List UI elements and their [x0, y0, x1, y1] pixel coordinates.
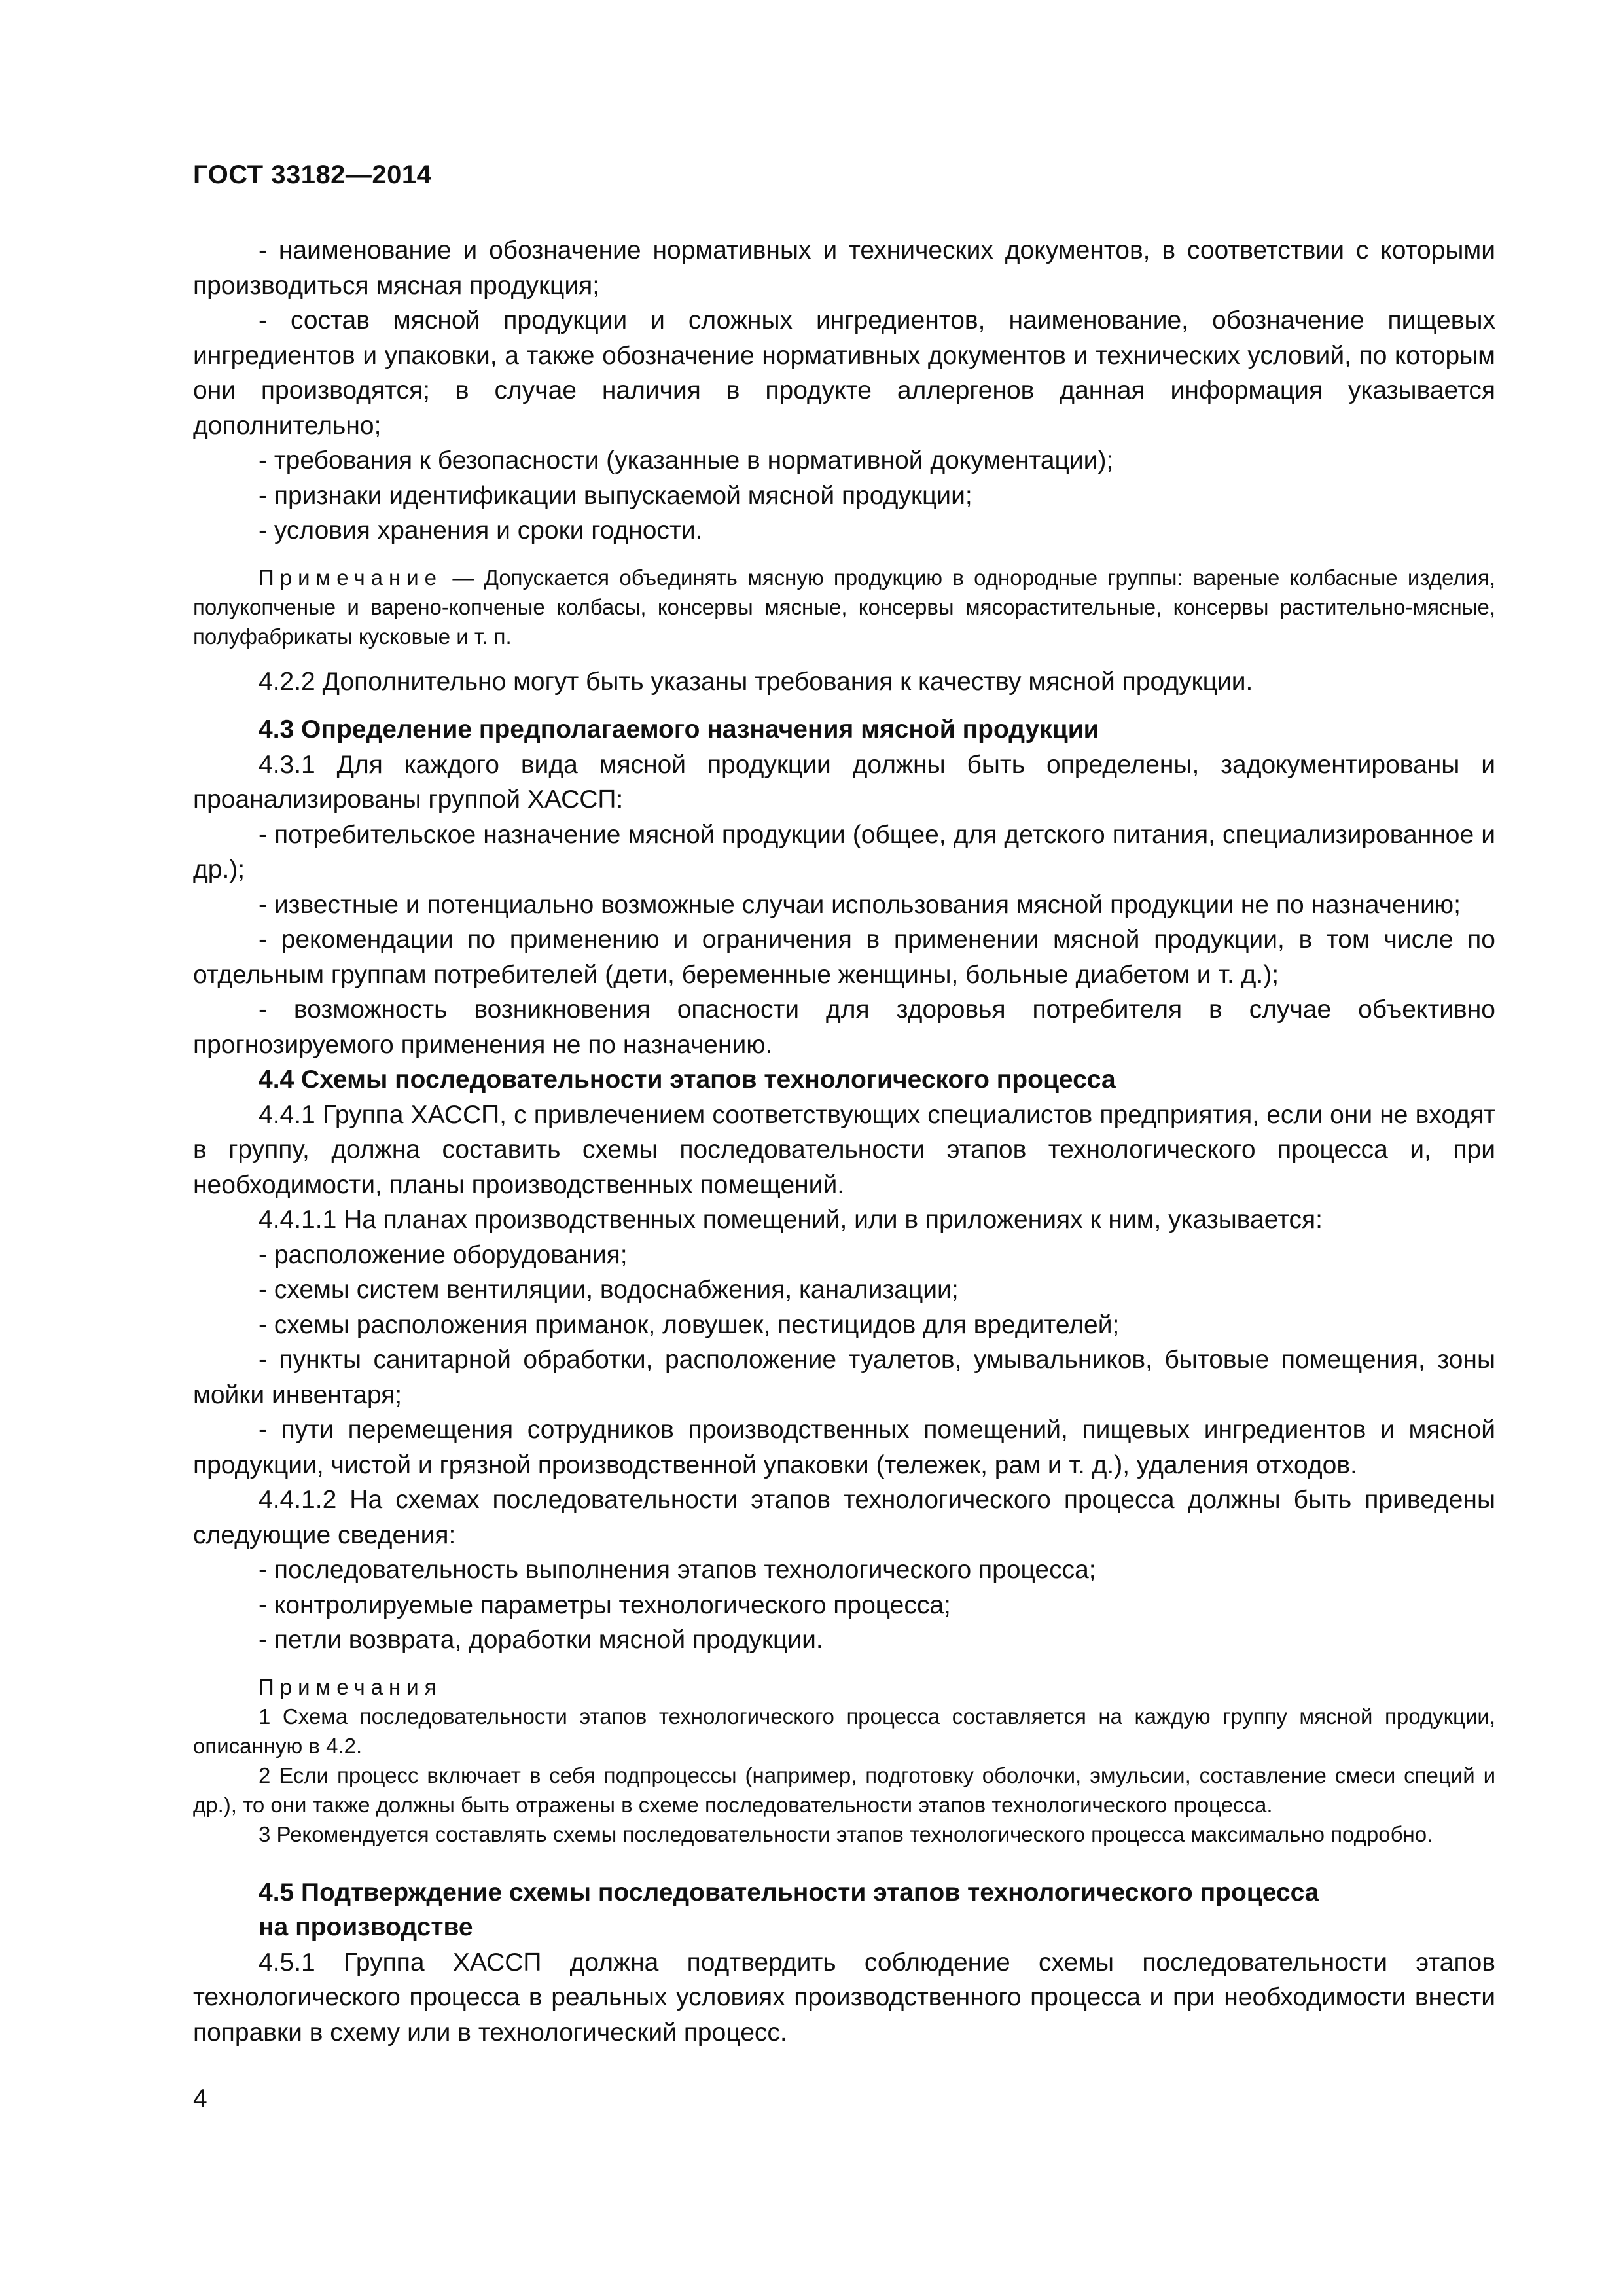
- list-item: - потребительское назначение мясной продукции (общее, для детского питания, специализированное и др.);: [193, 820, 1495, 884]
- paragraph: 4.5.1 Группа ХАССП должна подтвердить соблюдение схемы последовательности этапов технологического процесса в реальных условиях производственного процесса и при необходимости внести поправки в схему или в технологический процесс.: [193, 1948, 1495, 2047]
- page-number: 4: [193, 2085, 207, 2113]
- list-item: - известные и потенциально возможные случаи использования мясной продукции не по назначению;: [259, 890, 1461, 919]
- paragraph-4-2-2: 4.2.2 Дополнительно могут быть указаны требования к качеству мясной продукции.: [259, 667, 1253, 696]
- list-item: - схемы расположения приманок, ловушек, пестицидов для вредителей;: [259, 1310, 1120, 1339]
- list-item: - контролируемые параметры технологического процесса;: [259, 1590, 951, 1619]
- list-item: - петли возврата, доработки мясной продукции.: [259, 1626, 823, 1654]
- section-heading-4-5: 4.5 Подтверждение схемы последовательности этапов технологического процесса: [259, 1878, 1319, 1907]
- note-text: — Допускается объединять мясную продукцию в однородные группы: вареные колбасные изделия, полукопченые и варено-копченые колбасы, консервы мясные, консервы мясорастительные, консервы растительно-мясные, полуфабрикаты кусковые и т. п.: [193, 565, 1495, 649]
- section-heading-4-3: 4.3 Определение предполагаемого назначения мясной продукции: [259, 715, 1099, 744]
- list-item: - возможность возникновения опасности для здоровья потребителя в случае объективно прогнозируемого применения не по назначению.: [193, 996, 1495, 1059]
- list-item: - состав мясной продукции и сложных ингредиентов, наименование, обозначение пищевых ингредиентов и упаковки, а также обозначение нормативных документов и технических условий, по которым они производятся; в случае наличия в продукте аллергенов данная информация указывается дополнительно;: [193, 306, 1495, 440]
- paragraph: 4.4.1.1 На планах производственных помещений, или в приложениях к ним, указывается:: [259, 1206, 1323, 1234]
- note-item: 2 Если процесс включает в себя подпроцессы (например, подготовку оболочки, эмульсии, составление смеси специй и др.), то они также должны быть отражены в схеме последовательности этапов технологического процесса.: [193, 1763, 1495, 1817]
- list-item: - рекомендации по применению и ограничения в применении мясной продукции, в том числе по отдельным группам потребителей (дети, беременные женщины, больные диабетом и т. д.);: [193, 925, 1495, 989]
- list-item: - пути перемещения сотрудников производственных помещений, пищевых ингредиентов и мясной продукции, чистой и грязной производственной упаковки (тележек, рам и т. д.), удаления отходов.: [193, 1416, 1495, 1479]
- section-heading-4-5-cont: на производстве: [259, 1913, 473, 1941]
- list-item: - расположение оборудования;: [259, 1240, 628, 1269]
- document-header: ГОСТ 33182—2014: [193, 160, 432, 189]
- note-item: 1 Схема последовательности этапов технологического процесса составляется на каждую группу мясной продукции, описанную в 4.2.: [193, 1704, 1495, 1758]
- list-item: - схемы систем вентиляции, водоснабжения, канализации;: [259, 1276, 959, 1304]
- list-item: - условия хранения и сроки годности.: [259, 516, 703, 545]
- document-page: [193, 160, 1495, 2050]
- list-item: - требования к безопасности (указанные в нормативной документации);: [259, 446, 1114, 475]
- list-item: - наименование и обозначение нормативных и технических документов, в соответствии с которыми производиться мясная продукция;: [193, 236, 1495, 300]
- list-item: - пункты санитарной обработки, расположение туалетов, умывальников, бытовые помещения, зоны мойки инвентаря;: [193, 1346, 1495, 1409]
- paragraph: 4.3.1 Для каждого вида мясной продукции должны быть определены, задокументированы и проанализированы группой ХАССП:: [193, 750, 1495, 814]
- paragraph: 4.4.1 Группа ХАССП, с привлечением соответствующих специалистов предприятия, если они не входят в группу, должна составить схемы последовательности этапов технологического процесса и, при необходимости, планы производственных помещений.: [193, 1100, 1495, 1199]
- section-heading-4-4: 4.4 Схемы последовательности этапов технологического процесса: [259, 1066, 1116, 1094]
- note-paragraph: [193, 563, 1495, 651]
- note-label: Примечание: [259, 565, 443, 590]
- paragraph: 4.4.1.2 На схемах последовательности этапов технологического процесса должны быть приведены следующие сведения:: [193, 1486, 1495, 1549]
- list-item: - последовательность выполнения этапов технологического процесса;: [259, 1556, 1096, 1584]
- notes-label: Примечания: [259, 1674, 442, 1699]
- list-item: - признаки идентификации выпускаемой мясной продукции;: [259, 481, 972, 510]
- note-item: 3 Рекомендуется составлять схемы последовательности этапов технологического процесса максимально подробно.: [259, 1821, 1433, 1846]
